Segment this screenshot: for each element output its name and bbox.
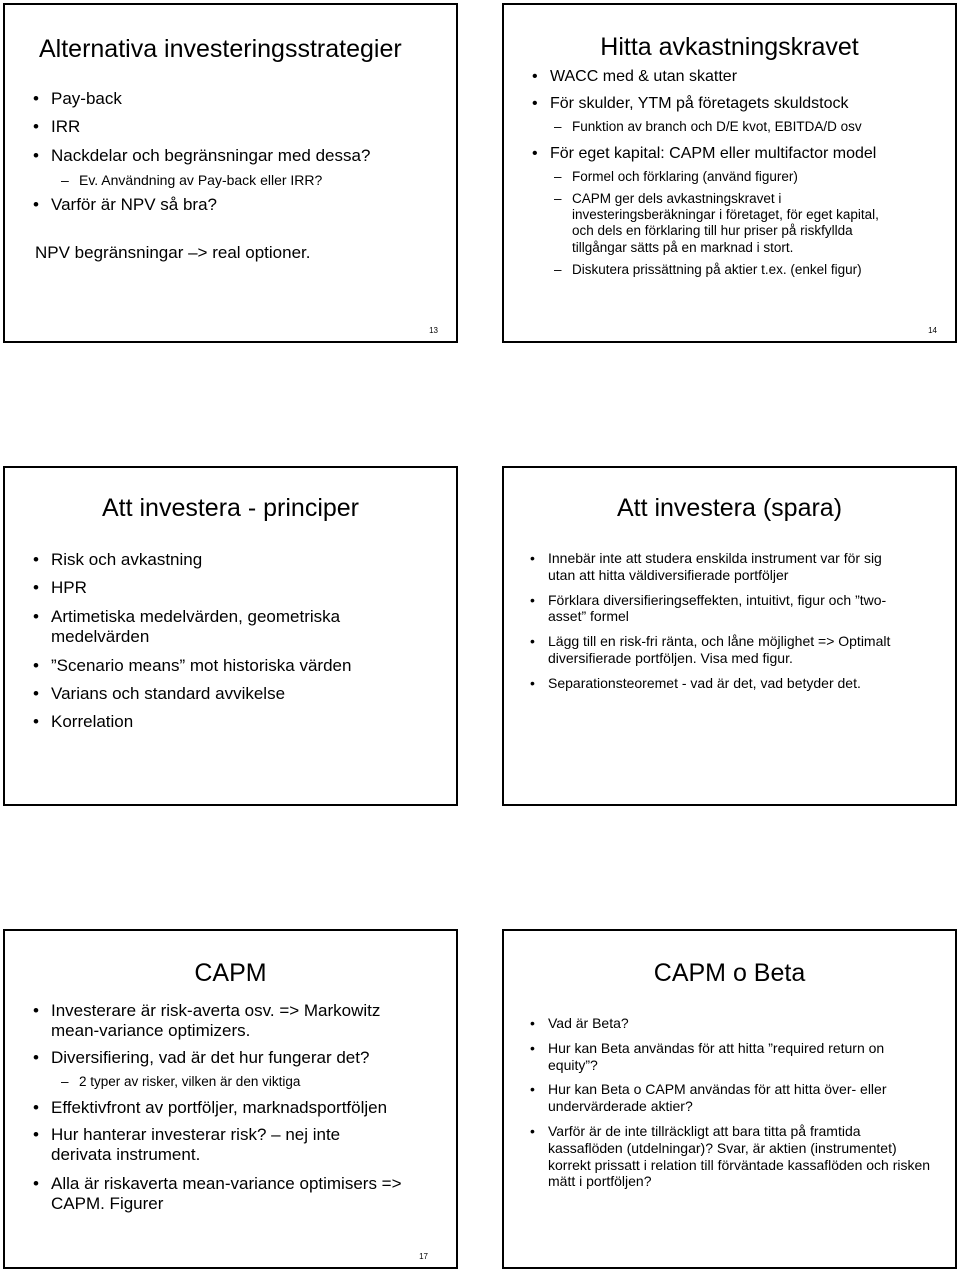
list-item: • Artimetiska medelvärden, geometriska medelvärden	[29, 607, 381, 648]
slide-number: 14	[928, 326, 937, 335]
bullet-list	[29, 1001, 429, 1214]
list-item: • Hur kan Beta användas för att hitta ”required return on equity”?	[526, 1040, 928, 1074]
list-item: – Diskutera prissättning på aktier t.ex. (enkel figur)	[550, 262, 946, 278]
list-item: • HPR	[29, 578, 429, 598]
slide-title: Att investera (spara)	[616, 494, 843, 522]
slide-15	[3, 466, 458, 806]
list-item: • Effektivfront av portföljer, marknadsportföljen	[29, 1098, 429, 1118]
list-item: • Varför är NPV så bra?	[29, 195, 449, 215]
slide-number: 13	[429, 326, 438, 335]
slide-number: 17	[419, 1252, 428, 1261]
slide-title: CAPM	[194, 959, 267, 987]
list-item: • Alla är riskaverta mean-variance optimisers => CAPM. Figurer	[29, 1174, 441, 1215]
list-item: NPV begränsningar –> real optioner.	[35, 243, 311, 263]
slide-17	[3, 929, 458, 1269]
list-item: • Lägg till en risk-fri ränta, och låne möjlighet => Optimalt diversifierade portföljen. Visa med figur.	[526, 633, 898, 667]
list-item: – 2 typer av risker, vilken är den viktiga	[57, 1074, 429, 1090]
list-item: • Vad är Beta?	[526, 1015, 936, 1032]
list-item: • Nackdelar och begränsningar med dessa?	[29, 146, 449, 166]
list-item: • Varians och standard avvikelse	[29, 684, 429, 704]
list-item: • Varför är de inte tillräckligt att bara titta på framtida kassaflöden (utdelningar)? Svar, är aktien (instrumentet) korrekt prissatt i relation till förväntade kassaflöden och risken mätt i portföljen?	[526, 1123, 938, 1190]
list-item: • Korrelation	[29, 712, 429, 732]
list-item: • Separationsteoremet - vad är det, vad betyder det.	[526, 675, 906, 692]
slide-title: Att investera - principer	[101, 494, 360, 522]
list-item: • ”Scenario means” mot historiska värden	[29, 656, 429, 676]
list-item: • Investerare är risk-averta osv. => Markowitz mean-variance optimizers.	[29, 1001, 421, 1042]
list-item: • Diversifiering, vad är det hur fungerar det?	[29, 1048, 429, 1068]
bullet-list	[526, 550, 906, 692]
list-item: • Hur hanterar investerar risk? – nej inte derivata instrument.	[29, 1125, 381, 1166]
list-item: – CAPM ger dels avkastningskravet i investeringsberäkningar i företaget, för eget kapital, och dels en förklaring till hur priser på riskfyllda tillgångar sätts på en marknad i stort.	[550, 191, 902, 256]
list-item: • Pay-back	[29, 89, 449, 109]
list-item: • För eget kapital: CAPM eller multifactor model	[528, 144, 946, 163]
slide-title: Hitta avkastningskravet	[600, 33, 859, 61]
list-item: • Hur kan Beta o CAPM användas för att hitta över- eller undervärderade aktier?	[526, 1081, 908, 1115]
slide-16	[502, 466, 957, 806]
bullet-list	[29, 550, 429, 733]
bullet-list	[29, 89, 449, 264]
slide-18	[502, 929, 957, 1269]
slide-title: Alternativa investeringsstrategier	[39, 35, 402, 63]
slide-14	[502, 3, 957, 343]
bullet-list	[526, 1015, 936, 1190]
list-item: • Innebär inte att studera enskilda instrument var för sig utan att hitta väldiversifierade portföljer	[526, 550, 906, 584]
list-item: – Ev. Användning av Pay-back eller IRR?	[57, 172, 449, 189]
list-item: – Funktion av branch och D/E kvot, EBITDA/D osv	[550, 119, 946, 135]
list-item: • WACC med & utan skatter	[528, 67, 946, 86]
slide-13	[3, 3, 458, 343]
bullet-list	[528, 67, 946, 278]
list-item: • För skulder, YTM på företagets skuldstock	[528, 94, 946, 113]
list-item: • Förklara diversifieringseffekten, intuitivt, figur och ”two-asset” formel	[526, 592, 898, 626]
list-item: • Risk och avkastning	[29, 550, 429, 570]
list-item: • IRR	[29, 117, 449, 137]
list-item: – Formel och förklaring (använd figurer)	[550, 169, 946, 185]
slide-title: CAPM o Beta	[653, 959, 806, 987]
